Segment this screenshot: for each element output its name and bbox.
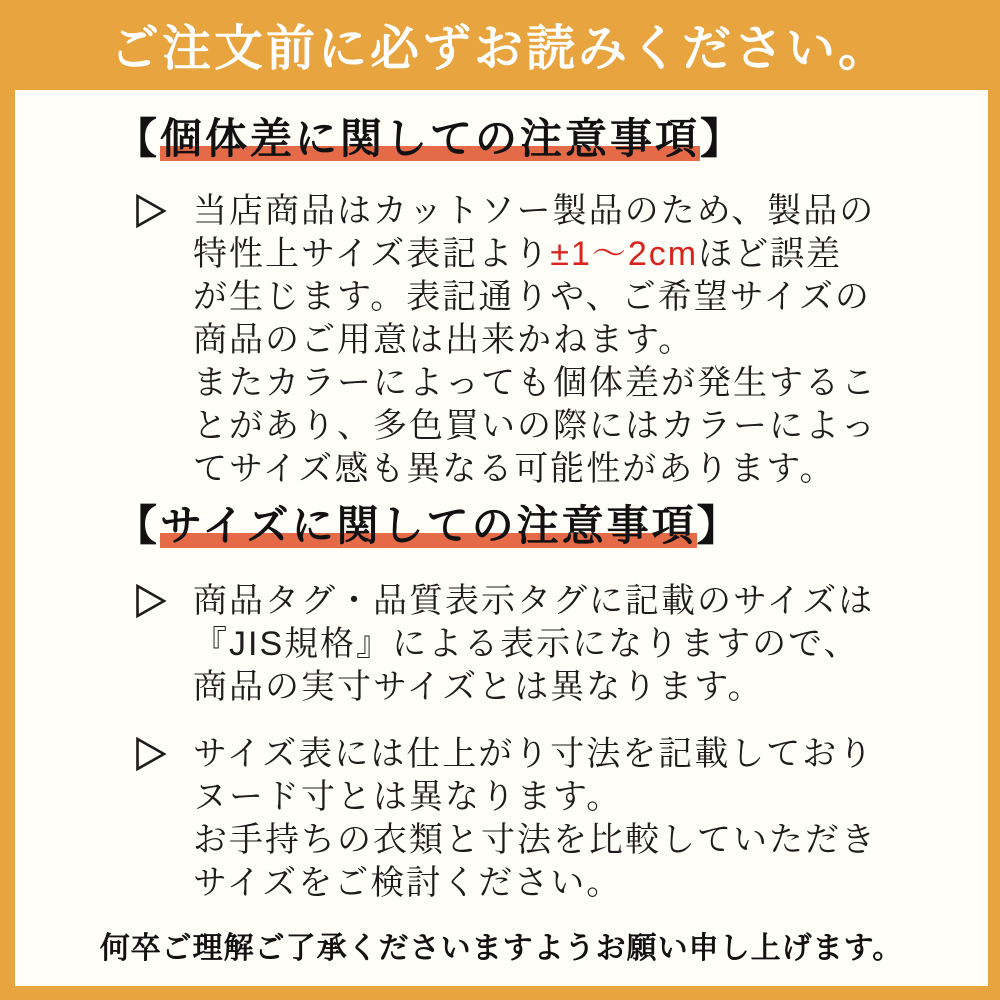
text-line: またカラーによっても個体差が発生するこ	[193, 364, 877, 402]
text-line: 『JIS規格』による表示になりますので、	[193, 625, 860, 663]
text-segment: 特性上サイズ表記より	[193, 235, 551, 273]
text-line: が生じます。表記通りや、ご希望サイズの	[193, 278, 871, 316]
top-banner-title: ご注文前に必ずお読みください。	[109, 22, 890, 76]
heading-individual-difference-text: 個体差に関しての注意事項	[160, 115, 701, 162]
text-line: 商品タグ・品質表示タグに記載のサイズは	[193, 582, 875, 620]
heading-size-notice	[115, 503, 742, 549]
footer-note: 何卒ご理解ご了承くださいますようお願い申し上げます。	[99, 932, 904, 965]
notice-item-jis-standard	[135, 580, 874, 709]
notice-item-finished-measurements	[135, 733, 877, 905]
text-line: お手持ちの衣類と寸法を比較していただき	[193, 821, 877, 859]
heading-size-notice-text: サイズに関しての注意事項	[160, 502, 697, 549]
notice-text-block	[193, 580, 874, 709]
text-line	[193, 233, 877, 276]
heading-bracket-close: 】	[696, 502, 742, 549]
heading-bracket-open: 【	[115, 502, 161, 549]
triangle-bullet-icon	[135, 580, 193, 619]
text-segment: ほど誤差	[698, 235, 843, 273]
text-line: 当店商品はカットソー製品のため、製品の	[193, 192, 876, 230]
text-line: てサイズ感も異なる可能性があります。	[193, 450, 836, 488]
text-line: とがあり、多色買いの際にはカラーによっ	[193, 407, 877, 445]
heading-bracket-close: 】	[700, 115, 746, 162]
content-panel	[15, 90, 988, 986]
triangle-bullet-icon	[135, 733, 193, 772]
top-banner	[0, 0, 1000, 90]
text-line: サイズ表には仕上がり寸法を記載しており	[193, 735, 875, 773]
text-line: 商品のご用意は出来かねます。	[193, 321, 695, 359]
notice-item-individual-difference	[135, 190, 877, 491]
heading-individual-difference	[115, 116, 745, 162]
size-tolerance-highlight: ±1～2cm	[550, 235, 699, 273]
notice-text-block	[193, 733, 877, 905]
text-line: ヌード寸とは異なります。	[193, 778, 623, 816]
heading-bracket-open: 【	[115, 115, 161, 162]
notice-text-block	[193, 190, 877, 491]
triangle-bullet-icon	[135, 190, 193, 229]
text-line: サイズをご検討ください。	[193, 864, 623, 902]
text-line: 商品の実寸サイズとは異なります。	[193, 668, 764, 706]
